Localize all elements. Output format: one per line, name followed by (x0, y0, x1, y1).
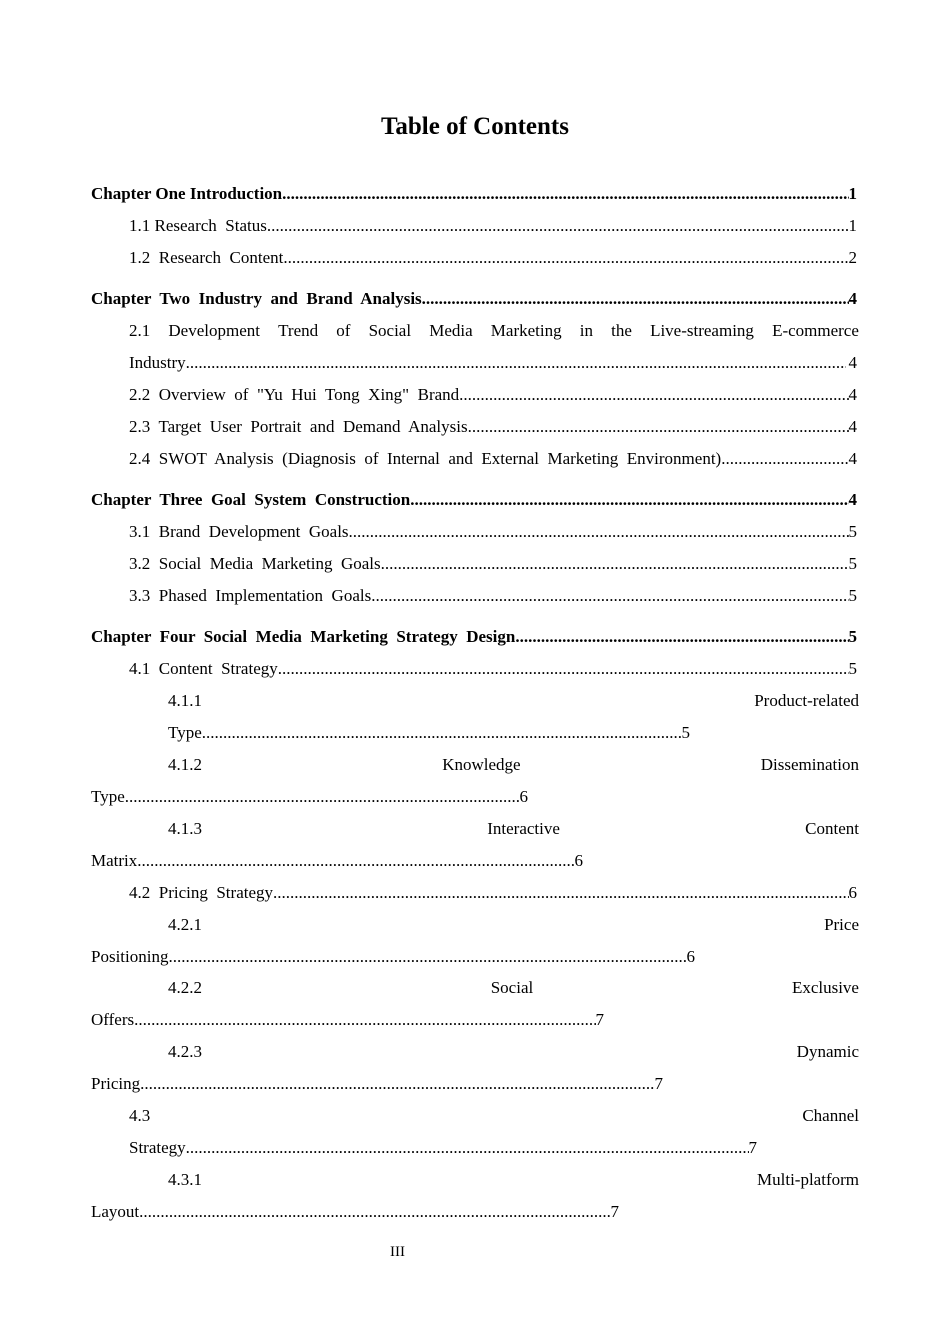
toc-word: E-commerce (772, 321, 859, 340)
toc-leader (515, 626, 848, 648)
toc-leader (410, 489, 848, 511)
toc-word: 2.1 (129, 321, 151, 340)
toc-entry-chapter-two[interactable] (91, 288, 857, 310)
toc-leader (273, 882, 848, 904)
toc-entry-title: 1.2 Research Content (129, 248, 284, 267)
toc-entry-title: Product-related (754, 691, 859, 710)
toc-entry-title: Offers (91, 1010, 135, 1029)
toc-leader (168, 946, 686, 968)
toc-entry-2-4[interactable] (129, 448, 857, 470)
toc-entry-title: Positioning (91, 947, 169, 966)
toc-leader (283, 247, 848, 269)
toc-entry-title: Strategy (129, 1138, 186, 1157)
toc-leader (139, 1201, 610, 1223)
toc-word: Live-streaming (650, 321, 754, 340)
toc-entry-4-2-1[interactable] (168, 914, 859, 936)
toc-entry-title: 2.2 Overview of "Yu Hui Tong Xing" Brand (129, 385, 460, 404)
toc-entry-title: Dynamic (796, 1042, 859, 1061)
toc-word: Social (368, 321, 412, 340)
toc-entry-4-1-3[interactable] (168, 818, 859, 840)
toc-entry-4-3-1[interactable] (168, 1169, 859, 1191)
toc-entry-number: 4.3 (129, 1106, 151, 1125)
toc-page-number: 5 (848, 554, 857, 573)
toc-page-number: 7 (610, 1202, 619, 1221)
toc-leader (202, 722, 682, 744)
toc-entry-4-2-2-continued[interactable] (91, 1009, 604, 1031)
toc-page-number: 6 (519, 787, 528, 806)
toc-entry-3-1[interactable] (129, 521, 857, 543)
toc-entry-title: Multi-platform (757, 1170, 859, 1189)
toc-leader (282, 183, 848, 205)
toc-entry-4-1-3-continued[interactable] (91, 850, 583, 872)
toc-entry-4-2-3-continued[interactable] (91, 1073, 663, 1095)
toc-entry-4-1[interactable] (129, 658, 857, 680)
toc-leader (468, 416, 849, 438)
toc-entry-title: Pricing (91, 1074, 141, 1093)
toc-entry-4-2-1-continued[interactable] (91, 946, 695, 968)
toc-entry-title: Knowledge (442, 755, 521, 774)
toc-entry-title: Industry (129, 353, 186, 372)
toc-leader (381, 553, 849, 575)
toc-leader (459, 384, 848, 406)
toc-entry-title: Channel (802, 1106, 859, 1125)
toc-entry-title: Chapter Four Social Media Marketing Strategy Design (91, 627, 516, 646)
toc-leader (278, 658, 849, 680)
toc-page-number: 4 (848, 289, 857, 308)
toc-page-number: 2 (848, 248, 857, 267)
toc-word: the (611, 321, 632, 340)
toc-page-number: 4 (848, 417, 857, 436)
toc-page-number: 5 (848, 586, 857, 605)
toc-entry-title: 3.2 Social Media Marketing Goals (129, 554, 381, 573)
toc-entry-4-3-continued[interactable] (129, 1137, 757, 1159)
toc-leader (134, 1009, 595, 1031)
toc-entry-title: 4.2 Pricing Strategy (129, 883, 274, 902)
toc-page-number: 5 (848, 522, 857, 541)
toc-entry-3-3[interactable] (129, 585, 857, 607)
toc-entry-title: 2.3 Target User Portrait and Demand Analysis (129, 417, 468, 436)
toc-entry-chapter-one[interactable] (91, 183, 857, 205)
toc-entry-title: 2.4 SWOT Analysis (Diagnosis of Internal and External Marketing Environment) (129, 449, 722, 468)
toc-entry-title: 1.1 Research Status (129, 216, 267, 235)
toc-page-number: 4 (848, 490, 857, 509)
toc-entry-4-2[interactable] (129, 882, 857, 904)
page-footer-number: III (390, 1244, 405, 1260)
toc-entry-title: Chapter One Introduction (91, 184, 283, 203)
toc-leader (422, 288, 849, 310)
toc-entry-4-3-1-continued[interactable] (91, 1201, 619, 1223)
toc-page-number: 7 (748, 1138, 757, 1157)
toc-word: Development (168, 321, 260, 340)
toc-entry-title: Dissemination (760, 755, 859, 774)
toc-page-number: 4 (848, 385, 857, 404)
toc-word: in (579, 321, 593, 340)
toc-entry-title: Interactive (487, 819, 560, 838)
toc-page-number: 1 (848, 184, 857, 203)
toc-entry-number: 4.3.1 (168, 1170, 202, 1189)
toc-page-number: 7 (595, 1010, 604, 1029)
toc-page-number: 6 (848, 883, 857, 902)
toc-entry-title: 3.1 Brand Development Goals (129, 522, 349, 541)
toc-entry-title: 3.3 Phased Implementation Goals (129, 586, 372, 605)
toc-entry-4-1-1[interactable] (168, 690, 859, 712)
toc-leader (186, 1137, 749, 1159)
toc-entry-title: Chapter Two Industry and Brand Analysis (91, 289, 422, 308)
toc-page-number: 5 (681, 723, 690, 742)
toc-page-number: 1 (848, 216, 857, 235)
toc-leader (137, 850, 574, 872)
toc-entry-4-2-3[interactable] (168, 1041, 859, 1063)
toc-leader (721, 448, 848, 470)
toc-entry-3-2[interactable] (129, 553, 857, 575)
toc-entry-title: Type (91, 787, 125, 806)
toc-entry-2-3[interactable] (129, 416, 857, 438)
toc-entry-title: Chapter Three Goal System Construction (91, 490, 411, 509)
toc-entry-number: 4.1.2 (168, 755, 202, 774)
toc-leader (349, 521, 849, 543)
toc-leader (125, 786, 520, 808)
toc-entry-title: Type (168, 723, 202, 742)
toc-page-number: 6 (574, 851, 583, 870)
toc-word: of (336, 321, 351, 340)
toc-entry-chapter-four[interactable] (91, 626, 857, 648)
toc-entry-title: 4.1 Content Strategy (129, 659, 278, 678)
toc-entry-number: 4.1.1 (168, 691, 202, 710)
toc-entry-2-2[interactable] (129, 384, 857, 406)
toc-entry-title: Exclusive (791, 978, 859, 997)
toc-leader (267, 215, 849, 237)
toc-entry-4-2-2[interactable] (168, 977, 859, 999)
toc-leader (371, 585, 848, 607)
toc-word: Marketing (490, 321, 562, 340)
toc-entry-number: 4.2.2 (168, 978, 202, 997)
toc-entry-number: 4.2.1 (168, 915, 202, 934)
toc-page-number: 4 (848, 353, 857, 372)
toc-entry-4-1-2[interactable] (168, 754, 859, 776)
toc-entry-2-1[interactable] (129, 320, 859, 342)
toc-entry-1-1[interactable] (129, 215, 857, 237)
toc-page-number: 7 (654, 1074, 663, 1093)
toc-word: Trend (278, 321, 319, 340)
toc-entry-4-1-1-continued[interactable] (168, 722, 690, 744)
page-title: Table of Contents (381, 113, 569, 140)
toc-page-number: 5 (848, 659, 857, 678)
toc-entry-title: Price (824, 915, 859, 934)
toc-entry-title: Matrix (91, 851, 138, 870)
toc-entry-1-2[interactable] (129, 247, 857, 269)
toc-entry-title: Social (490, 978, 534, 997)
toc-page-number: 4 (848, 449, 857, 468)
toc-entry-title: Content (805, 819, 859, 838)
toc-entry-2-1-continued[interactable] (129, 352, 857, 374)
toc-word: Media (429, 321, 473, 340)
toc-entry-chapter-three[interactable] (91, 489, 857, 511)
toc-page-number: 6 (686, 947, 695, 966)
toc-entry-4-1-2-continued[interactable] (91, 786, 528, 808)
toc-entry-title: Layout (91, 1202, 140, 1221)
toc-page-number: 5 (848, 627, 857, 646)
toc-entry-number: 4.1.3 (168, 819, 202, 838)
toc-entry-4-3[interactable] (129, 1105, 859, 1127)
toc-leader (140, 1073, 654, 1095)
toc-entry-number: 4.2.3 (168, 1042, 202, 1061)
toc-leader (186, 352, 846, 374)
